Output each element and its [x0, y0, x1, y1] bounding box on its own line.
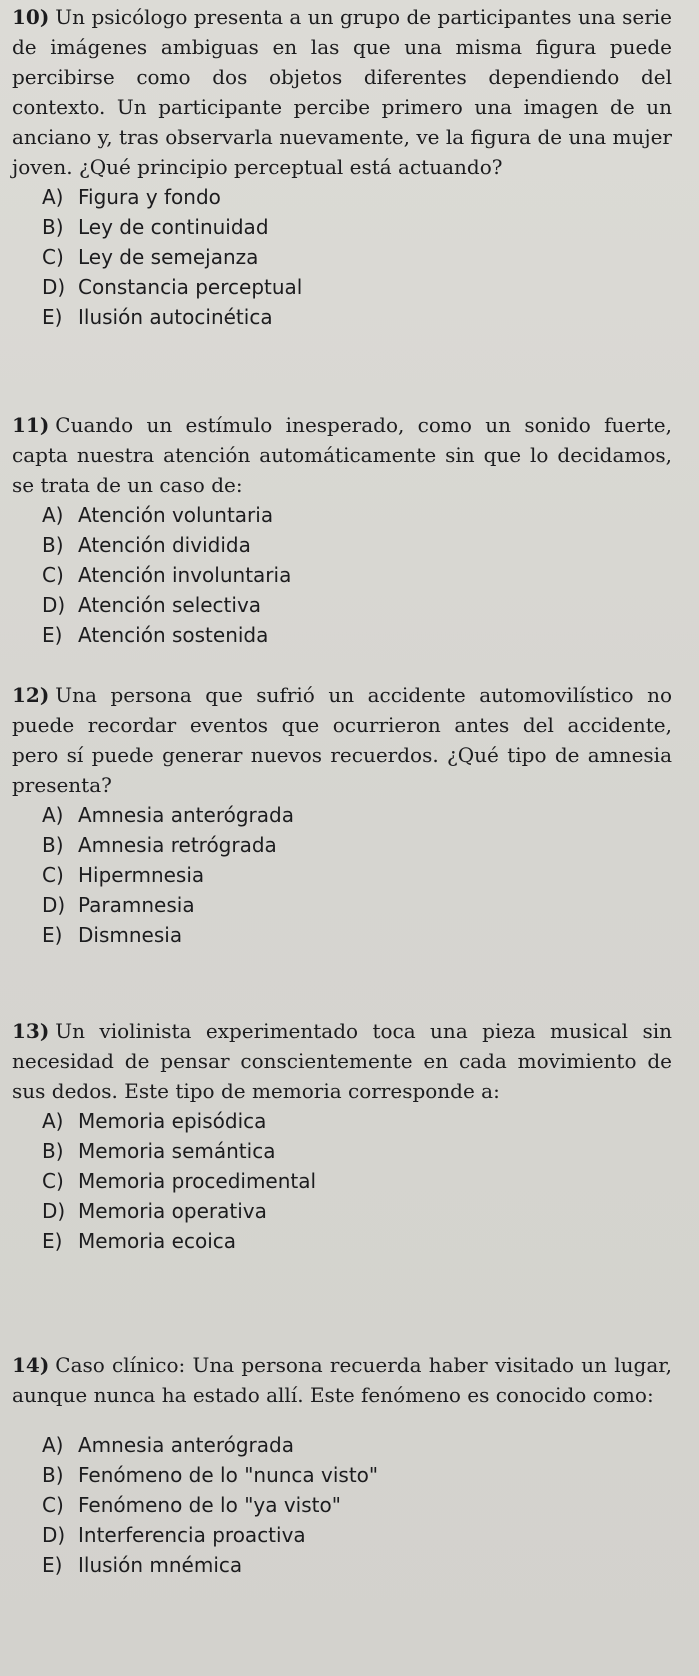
option-text: Ilusión mnémica — [78, 1553, 243, 1577]
option-letter: D) — [42, 893, 66, 917]
option-letter: E) — [42, 305, 63, 329]
option-letter: B) — [42, 833, 64, 857]
option-text: Amnesia retrógrada — [78, 833, 277, 857]
option-letter: C) — [42, 245, 64, 269]
option-a[interactable] — [42, 1430, 672, 1460]
option-letter: A) — [42, 1109, 64, 1133]
option-text: Paramnesia — [78, 893, 195, 917]
option-d[interactable] — [42, 272, 672, 302]
question-text: Caso clínico: Una persona recuerda haber visitado un lugar, aunque nunca ha estado allí. Este fenómeno es conocido como: — [12, 1353, 672, 1407]
option-letter: D) — [42, 275, 66, 299]
question-text: Un violinista experimentado toca una pieza musical sin necesidad de pensar conscientemente en cada movimiento de sus dedos. Este tipo de memoria corresponde a: — [12, 1019, 672, 1103]
option-text: Ley de continuidad — [78, 215, 269, 239]
option-letter: C) — [42, 863, 64, 887]
question-number: 12) — [12, 683, 50, 707]
option-e[interactable] — [42, 1226, 672, 1256]
question-number: 11) — [12, 413, 50, 437]
question-text: Un psicólogo presenta a un grupo de participantes una serie de imágenes ambiguas en las que una misma figura puede percibirse como dos objetos diferentes dependiendo del contexto. Un participante percibe primero una imagen de un anciano y, tras observarla nuevamente, ve la figura de una mujer joven. ¿Qué principio perceptual está actuando? — [12, 5, 672, 179]
option-text: Memoria semántica — [78, 1139, 276, 1163]
option-c[interactable] — [42, 560, 672, 590]
option-text: Atención voluntaria — [78, 503, 274, 527]
option-text: Constancia perceptual — [78, 275, 303, 299]
option-d[interactable] — [42, 1520, 672, 1550]
option-d[interactable] — [42, 1196, 672, 1226]
option-text: Figura y fondo — [78, 185, 221, 209]
option-text: Amnesia anterógrada — [78, 1433, 294, 1457]
option-text: Atención sostenida — [78, 623, 269, 647]
option-letter: B) — [42, 1463, 64, 1487]
options-list — [42, 500, 672, 650]
question-10 — [12, 2, 672, 332]
option-text: Memoria ecoica — [78, 1229, 237, 1253]
option-letter: E) — [42, 1553, 63, 1577]
question-number: 13) — [12, 1019, 50, 1043]
option-a[interactable] — [42, 500, 672, 530]
question-stem — [12, 410, 672, 500]
option-text: Atención involuntaria — [78, 563, 292, 587]
option-letter: D) — [42, 593, 66, 617]
option-a[interactable] — [42, 182, 672, 212]
option-letter: C) — [42, 563, 64, 587]
option-text: Dismnesia — [78, 923, 183, 947]
option-b[interactable] — [42, 830, 672, 860]
option-letter: A) — [42, 1433, 64, 1457]
option-e[interactable] — [42, 1550, 672, 1580]
option-letter: E) — [42, 923, 63, 947]
option-b[interactable] — [42, 1136, 672, 1166]
options-list — [42, 1106, 672, 1256]
question-13 — [12, 1016, 672, 1256]
question-14 — [12, 1350, 672, 1580]
option-letter: E) — [42, 1229, 63, 1253]
options-list — [42, 800, 672, 950]
option-text: Ilusión autocinética — [78, 305, 273, 329]
option-letter: A) — [42, 803, 64, 827]
question-stem — [12, 680, 672, 800]
option-letter: D) — [42, 1199, 66, 1223]
option-letter: D) — [42, 1523, 66, 1547]
option-text: Memoria operativa — [78, 1199, 267, 1223]
option-text: Atención selectiva — [78, 593, 262, 617]
option-b[interactable] — [42, 1460, 672, 1490]
option-letter: A) — [42, 503, 64, 527]
question-number: 10) — [12, 5, 50, 29]
question-stem — [12, 1016, 672, 1106]
option-letter: A) — [42, 185, 64, 209]
option-d[interactable] — [42, 890, 672, 920]
question-stem — [12, 2, 672, 182]
option-text: Amnesia anterógrada — [78, 803, 294, 827]
option-a[interactable] — [42, 1106, 672, 1136]
option-text: Atención dividida — [78, 533, 251, 557]
option-c[interactable] — [42, 860, 672, 890]
option-e[interactable] — [42, 920, 672, 950]
question-12 — [12, 680, 672, 950]
option-text: Interferencia proactiva — [78, 1523, 306, 1547]
option-text: Memoria procedimental — [78, 1169, 317, 1193]
options-list — [42, 182, 672, 332]
option-c[interactable] — [42, 242, 672, 272]
question-stem — [12, 1350, 672, 1410]
option-c[interactable] — [42, 1490, 672, 1520]
option-d[interactable] — [42, 590, 672, 620]
option-e[interactable] — [42, 620, 672, 650]
option-letter: B) — [42, 215, 64, 239]
option-text: Fenómeno de lo "nunca visto" — [78, 1463, 379, 1487]
question-text: Una persona que sufrió un accidente automovilístico no puede recordar eventos que ocurrieron antes del accidente, pero sí puede generar nuevos recuerdos. ¿Qué tipo de amnesia presenta? — [12, 683, 672, 797]
option-c[interactable] — [42, 1166, 672, 1196]
options-list — [42, 1430, 672, 1580]
option-letter: B) — [42, 533, 64, 557]
option-text: Memoria episódica — [78, 1109, 267, 1133]
option-a[interactable] — [42, 800, 672, 830]
option-letter: C) — [42, 1493, 64, 1517]
option-b[interactable] — [42, 212, 672, 242]
option-letter: B) — [42, 1139, 64, 1163]
option-text: Hipermnesia — [78, 863, 205, 887]
question-number: 14) — [12, 1353, 50, 1377]
option-text: Ley de semejanza — [78, 245, 259, 269]
option-b[interactable] — [42, 530, 672, 560]
option-e[interactable] — [42, 302, 672, 332]
question-text: Cuando un estímulo inesperado, como un sonido fuerte, capta nuestra atención automáticamente sin que lo decidamos, se trata de un caso de: — [12, 413, 672, 497]
option-text: Fenómeno de lo "ya visto" — [78, 1493, 341, 1517]
option-letter: C) — [42, 1169, 64, 1193]
option-letter: E) — [42, 623, 63, 647]
question-11 — [12, 410, 672, 650]
